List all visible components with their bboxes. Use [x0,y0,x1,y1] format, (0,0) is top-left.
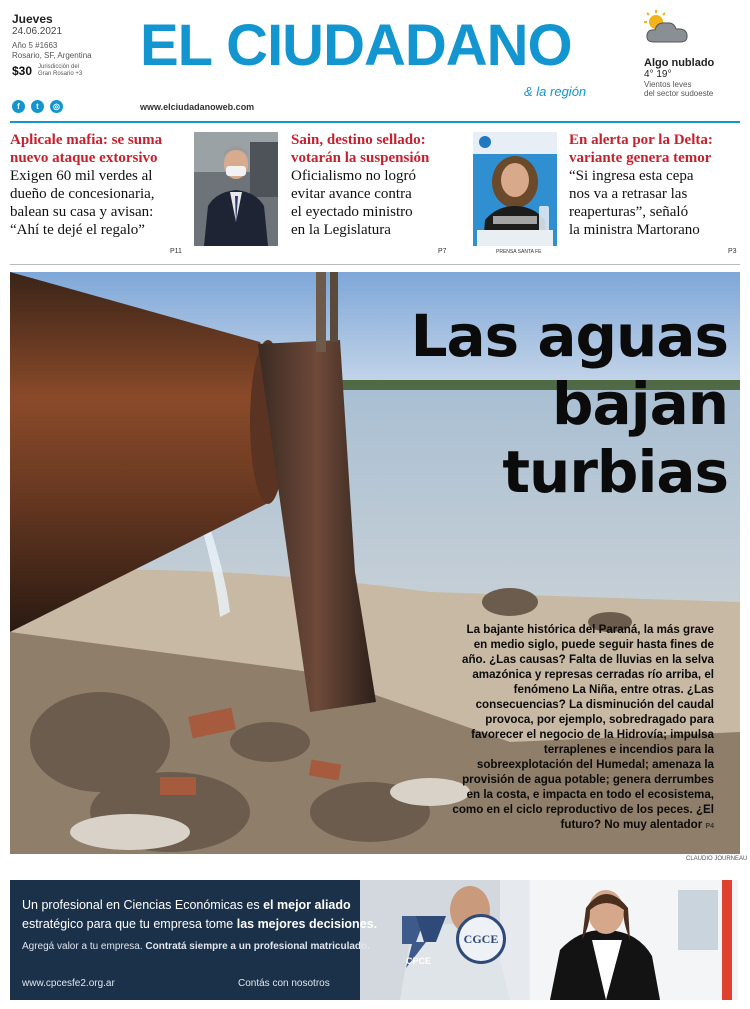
teaser-3-body-3: reaperturas”, señaló [569,204,689,220]
hero-headline-line-3: turbias [502,438,728,506]
teaser-3-body-1: “Si ingresa esta cepa [569,168,694,184]
teaser-3[interactable] [569,131,745,239]
teaser-3-page: P3 [728,248,737,255]
teaser-1[interactable] [10,131,188,239]
ad-line-3-emphasis: Contratá siempre a un profesional matriculado. [145,941,370,952]
masthead-divider [10,121,740,123]
issue-day: Jueves [12,12,53,26]
teaser-1-headline-1: Aplicale mafia: se suma [10,132,163,148]
ad-line-3-text: Agregá valor a tu empresa. [22,941,146,952]
teaser-1-headline-2: nuevo ataque extorsivo [10,150,158,166]
cpce-ad[interactable] [10,880,738,1000]
ad-line-1-emphasis: el mejor aliado [263,898,351,912]
teaser-3-photo-credit: PRENSA SANTA FE [496,249,542,255]
teaser-divider [10,264,740,265]
hero-page: P4 [705,823,714,830]
teaser-1-page: P11 [170,248,182,255]
teaser-1-photo[interactable] [194,132,278,246]
ad-line-1 [22,898,351,912]
twitter-icon[interactable]: t [31,100,44,113]
weather-temps: 4° 19° [644,69,672,80]
teaser-2-body-2: evitar avance contra [291,186,412,202]
teaser-2-body-4: en la Legislatura [291,222,391,238]
ad-line-2-text: estratégico para que tu empresa tome [22,917,237,931]
ad-line-2-emphasis: las mejores decisiones. [236,917,378,931]
edition-number: Año 5 #1663 [12,41,58,50]
partly-cloudy-icon [642,10,692,46]
teaser-2[interactable] [291,131,463,239]
teaser-3-body-2: nos va a retrasar las [569,186,688,202]
logo-tagline: & la región [524,84,587,99]
teaser-2-page: P7 [438,248,447,255]
weather-wind [644,80,744,98]
teaser-1-body-2: dueño de concesionaria, [10,186,155,202]
teaser-1-body-1: Exigen 60 mil verdes al [10,168,153,184]
teaser-3-headline-2: variante genera temor [569,150,712,166]
website-link[interactable]: www.elciudadanoweb.com [140,102,255,112]
ad-cta[interactable]: Contás con nosotros [238,978,330,989]
ad-line-2 [22,917,377,931]
ad-url[interactable]: www.cpcesfe2.org.ar [22,978,115,989]
cpce-logo[interactable] [396,912,452,972]
price: $30 [12,64,33,78]
cpce-logo-text: CPCE [406,956,432,966]
teaser-2-body-1: Oficialismo no logró [291,168,416,184]
hero-headline-line-1: Las aguas [410,302,728,370]
teaser-3-photo[interactable] [473,132,557,246]
instagram-icon[interactable]: ◎ [50,100,63,113]
newspaper-logo[interactable]: EL CIUDADANO [140,13,572,78]
hero-headline-line-2: bajan [552,370,728,438]
hero-headline[interactable] [411,302,728,506]
teaser-3-body-4: la ministra Martorano [569,222,700,238]
wind-line-1: Vientos leves [644,80,692,89]
hero-photo-credit: CLAUDIO JOURNEAU [686,856,748,862]
issue-date: 24.06.2021 [12,26,63,37]
hero-lead-body: La bajante histórica del Paraná, la más grave en medio siglo, puede seguir hasta fines de año. ¿Las causas? Falta de lluvias en la selva amazónica y represas cerradas río arriba, el fenómeno La Niña, entre otras. ¿Las consecuencias? La disminución del caudal provoca, por ejemplo, sobredragado para favorecer el negocio de la Hidrovía; impulsa terraplenes e incendios para la sobreexplotación del Humedal; amenaza la provisión de agua potable; genera derrumbes en la costa, e impacta en todo el ecosistema, como en el ciclo reproductivo de los peces. ¿El futuro? No muy alentador [452,623,714,831]
facebook-icon[interactable]: f [12,100,25,113]
hero-lead-text [452,622,714,834]
ad-line-1-text: Un profesional en Ciencias Económicas es [22,898,264,912]
teaser-2-headline-1: Sain, destino sellado: [291,132,426,148]
weather-condition: Algo nublado [644,57,715,69]
teaser-1-body-4: “Ahí te dejé el regalo” [10,222,145,238]
edition-info [12,41,92,61]
teaser-3-headline-1: En alerta por la Delta: [569,132,713,148]
wind-line-2: del sector sudoeste [644,89,714,98]
price-note: Jurisdicción del Gran Rosario +3 [38,64,83,77]
teaser-1-body-3: balean su casa y avisan: [10,204,154,220]
teaser-2-body-3: el eyectado ministro [291,204,413,220]
edition-location: Rosario, SF, Argentina [12,51,92,60]
council-seal: CGCE [456,914,506,964]
ad-line-3 [22,941,370,952]
teaser-2-headline-2: votarán la suspensión [291,150,430,166]
